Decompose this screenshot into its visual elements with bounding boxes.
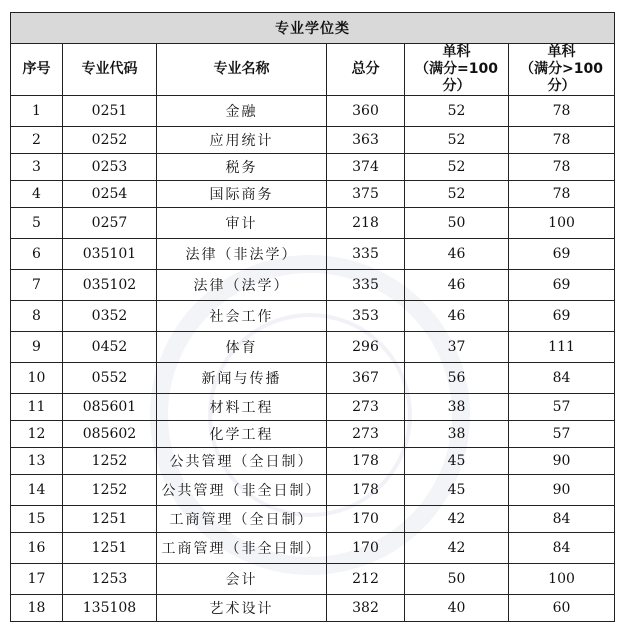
cell-name: 税务 [157,154,327,181]
cell-single-100plus: 90 [509,448,615,475]
table-body [11,96,615,622]
table-row [11,301,615,332]
cell-single-100: 46 [405,301,509,332]
cell-total: 360 [327,96,405,127]
cell-single-100plus: 84 [509,363,615,394]
cell-code: 085601 [63,394,157,421]
cell-index: 3 [11,154,63,181]
table-row [11,506,615,533]
cell-single-100: 42 [405,533,509,564]
cell-name: 材料工程 [157,394,327,421]
cell-name: 金融 [157,96,327,127]
cell-name: 社会工作 [157,301,327,332]
cell-single-100: 38 [405,421,509,448]
cell-single-100: 40 [405,595,509,622]
header-single-100-line1: 单科 [442,44,471,60]
cell-total: 335 [327,270,405,301]
cell-name: 法律（非法学） [157,239,327,270]
cell-single-100: 45 [405,448,509,475]
cell-index: 1 [11,96,63,127]
header-index: 序号 [11,44,63,96]
cell-code: 1251 [63,533,157,564]
cell-single-100plus: 57 [509,394,615,421]
cell-index: 16 [11,533,63,564]
cell-code: 1253 [63,564,157,595]
table-title-row [11,13,615,44]
table-row [11,270,615,301]
header-name: 专业名称 [157,44,327,96]
cell-index: 4 [11,181,63,208]
cell-code: 0252 [63,127,157,154]
header-single-100plus-line1: 单科 [547,44,576,60]
table-row [11,332,615,363]
cell-code: 1252 [63,448,157,475]
cell-index: 5 [11,208,63,239]
table-row [11,363,615,394]
cell-code: 0254 [63,181,157,208]
table-row [11,564,615,595]
table-title: 专业学位类 [11,13,615,44]
cell-index: 14 [11,475,63,506]
cell-single-100plus: 84 [509,533,615,564]
cell-name: 化学工程 [157,421,327,448]
table-row [11,181,615,208]
score-table [10,12,615,622]
cell-total: 170 [327,533,405,564]
header-total: 总分 [327,44,405,96]
cell-index: 15 [11,506,63,533]
cell-single-100: 45 [405,475,509,506]
cell-single-100: 56 [405,363,509,394]
cell-code: 085602 [63,421,157,448]
cell-single-100plus: 69 [509,239,615,270]
table-row [11,127,615,154]
cell-name: 工商管理（非全日制） [157,533,327,564]
cell-name: 新闻与传播 [157,363,327,394]
cell-index: 17 [11,564,63,595]
cell-total: 375 [327,181,405,208]
cell-single-100plus: 84 [509,506,615,533]
cell-total: 363 [327,127,405,154]
cell-name: 审计 [157,208,327,239]
cell-name: 艺术设计 [157,595,327,622]
header-single-100 [405,44,509,96]
cell-index: 2 [11,127,63,154]
cell-total: 178 [327,475,405,506]
cell-single-100plus: 78 [509,127,615,154]
cell-total: 212 [327,564,405,595]
cell-single-100: 38 [405,394,509,421]
cell-code: 0552 [63,363,157,394]
cell-total: 218 [327,208,405,239]
cell-index: 10 [11,363,63,394]
table-row [11,475,615,506]
cell-single-100: 42 [405,506,509,533]
cell-single-100: 52 [405,181,509,208]
cell-name: 体育 [157,332,327,363]
cell-single-100plus: 57 [509,421,615,448]
cell-code: 035101 [63,239,157,270]
cell-index: 12 [11,421,63,448]
cell-code: 035102 [63,270,157,301]
header-single-100plus [509,44,615,96]
table-row [11,421,615,448]
table-row [11,533,615,564]
table-row [11,595,615,622]
cell-total: 296 [327,332,405,363]
cell-name: 工商管理（全日制） [157,506,327,533]
table-row [11,394,615,421]
cell-code: 0352 [63,301,157,332]
cell-total: 178 [327,448,405,475]
cell-code: 1252 [63,475,157,506]
cell-single-100: 52 [405,96,509,127]
cell-total: 382 [327,595,405,622]
cell-name: 国际商务 [157,181,327,208]
cell-index: 11 [11,394,63,421]
cell-name: 公共管理（全日制） [157,448,327,475]
cell-total: 374 [327,154,405,181]
header-row [11,44,615,96]
table-row [11,208,615,239]
cell-code: 0253 [63,154,157,181]
cell-single-100plus: 78 [509,96,615,127]
cell-single-100: 37 [405,332,509,363]
table-row [11,96,615,127]
cell-index: 9 [11,332,63,363]
header-single-100plus-line2: （满分>100 分） [520,61,604,94]
header-code: 专业代码 [63,44,157,96]
cell-single-100plus: 100 [509,564,615,595]
cell-single-100plus: 78 [509,154,615,181]
cell-single-100plus: 60 [509,595,615,622]
cell-total: 353 [327,301,405,332]
cell-index: 7 [11,270,63,301]
cell-single-100: 46 [405,270,509,301]
cell-index: 6 [11,239,63,270]
cell-index: 8 [11,301,63,332]
cell-name: 公共管理（非全日制） [157,475,327,506]
cell-single-100: 50 [405,564,509,595]
cell-code: 1251 [63,506,157,533]
table-row [11,239,615,270]
cell-index: 18 [11,595,63,622]
table-row [11,154,615,181]
table-row [11,448,615,475]
cell-single-100: 52 [405,154,509,181]
cell-single-100plus: 111 [509,332,615,363]
cell-name: 法律（法学） [157,270,327,301]
cell-code: 135108 [63,595,157,622]
cell-single-100plus: 69 [509,301,615,332]
cell-single-100plus: 100 [509,208,615,239]
cell-code: 0452 [63,332,157,363]
cell-name: 应用统计 [157,127,327,154]
cell-index: 13 [11,448,63,475]
cell-total: 273 [327,394,405,421]
header-single-100-line2: （满分=100 分） [415,61,498,94]
cell-single-100plus: 78 [509,181,615,208]
cell-single-100: 46 [405,239,509,270]
cell-single-100plus: 69 [509,270,615,301]
cell-single-100: 50 [405,208,509,239]
cell-total: 335 [327,239,405,270]
cell-total: 273 [327,421,405,448]
cell-code: 0257 [63,208,157,239]
cell-total: 170 [327,506,405,533]
cell-single-100plus: 90 [509,475,615,506]
cell-single-100: 52 [405,127,509,154]
cell-name: 会计 [157,564,327,595]
cell-code: 0251 [63,96,157,127]
cell-total: 367 [327,363,405,394]
